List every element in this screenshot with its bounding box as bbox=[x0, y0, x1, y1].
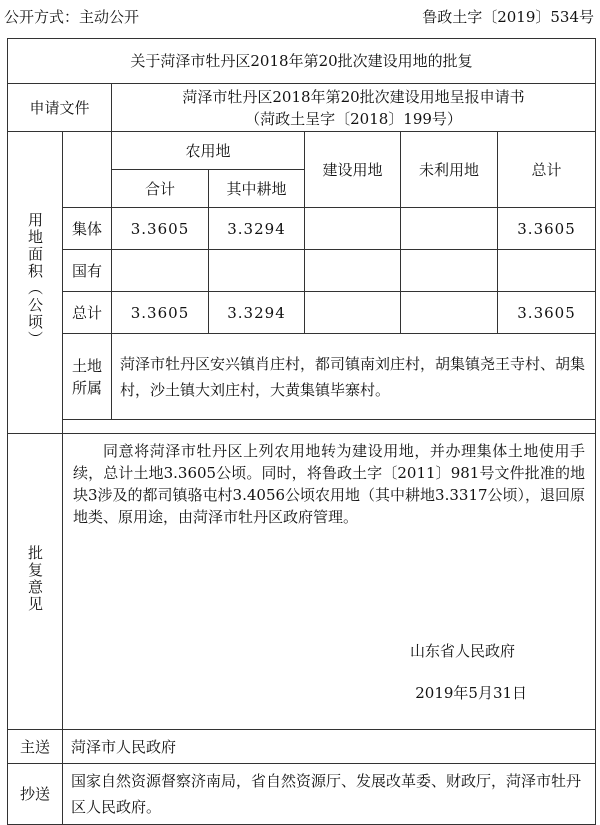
application-documents bbox=[112, 84, 596, 132]
document-number: 鲁政土字〔2019〕534号 bbox=[422, 8, 594, 26]
ownership-label: 土地所属 bbox=[63, 334, 112, 420]
application-line-1: 菏泽市牡丹区2018年第20批次建设用地呈报申请书 bbox=[182, 87, 525, 106]
cell-unused bbox=[401, 250, 498, 292]
application-label: 申请文件 bbox=[8, 84, 112, 132]
cell-arable: 3.3294 bbox=[209, 208, 305, 250]
cc-value: 国家自然资源督察济南局，省自然资源厅、发展改革委、财政厅，菏泽市牡丹区人民政府。 bbox=[63, 764, 596, 825]
approval-form-table bbox=[7, 38, 596, 825]
header-total: 合计 bbox=[112, 170, 209, 208]
row-label: 集体 bbox=[63, 208, 112, 250]
cell-total: 3.3605 bbox=[112, 208, 209, 250]
cell-arable: 3.3294 bbox=[209, 292, 305, 334]
opinion-text: 同意将菏泽市牡丹区上列农用地转为建设用地，并办理集体土地使用手续，总计土地3.3605公顷。同时，将鲁政土字〔2011〕981号文件批准的地块3涉及的都司镇骆屯村3.4056公顷农用地（其中耕地3.3317公顷），退回原地类、原用途，由菏泽市牡丹区政府管理。 bbox=[73, 442, 586, 526]
application-line-2: （菏政土呈字〔2018〕199号） bbox=[245, 109, 462, 128]
row-label: 总计 bbox=[63, 292, 112, 334]
header-farmland: 农用地 bbox=[112, 132, 305, 170]
document-title: 关于菏泽市牡丹区2018年第20批次建设用地的批复 bbox=[8, 39, 596, 84]
cell-construction bbox=[305, 208, 401, 250]
opinion-label: 批复意见 bbox=[26, 544, 44, 613]
cell-grand-total: 3.3605 bbox=[498, 292, 596, 334]
cell-construction bbox=[305, 292, 401, 334]
header-construction: 建设用地 bbox=[305, 132, 401, 208]
ownership-text: 菏泽市牡丹区安兴镇肖庄村，都司镇南刘庄村，胡集镇尧王寺村、胡集村，沙土镇大刘庄村，大黄集镇毕寨村。 bbox=[112, 334, 596, 420]
disclosure-method: 公开方式：主动公开 bbox=[4, 8, 140, 26]
table-row bbox=[8, 250, 596, 292]
opinion-label-cell bbox=[8, 434, 63, 730]
row-label: 国有 bbox=[63, 250, 112, 292]
blank-corner-cell bbox=[63, 132, 112, 208]
opinion-body bbox=[63, 434, 596, 730]
cell-grand-total bbox=[498, 250, 596, 292]
header-arable: 其中耕地 bbox=[209, 170, 305, 208]
cell-total bbox=[112, 250, 209, 292]
main-recipient-label: 主送 bbox=[8, 730, 63, 764]
cell-total: 3.3605 bbox=[112, 292, 209, 334]
opinion-signer: 山东省人民政府 bbox=[410, 642, 516, 660]
cell-unused bbox=[401, 208, 498, 250]
opinion-date: 2019年5月31日 bbox=[415, 684, 528, 702]
header-unused: 未利用地 bbox=[401, 132, 498, 208]
area-side-label-cell bbox=[8, 132, 63, 434]
cc-label: 抄送 bbox=[8, 764, 63, 825]
cell-arable bbox=[209, 250, 305, 292]
main-recipient-value: 菏泽市人民政府 bbox=[63, 730, 596, 764]
table-row bbox=[8, 292, 596, 334]
cell-unused bbox=[401, 292, 498, 334]
cell-construction bbox=[305, 250, 401, 292]
area-side-label: 用地面积（公顷） bbox=[26, 211, 44, 348]
header-grand-total: 总计 bbox=[498, 132, 596, 208]
ownership-spacer bbox=[63, 420, 596, 434]
table-row bbox=[8, 208, 596, 250]
cell-grand-total: 3.3605 bbox=[498, 208, 596, 250]
